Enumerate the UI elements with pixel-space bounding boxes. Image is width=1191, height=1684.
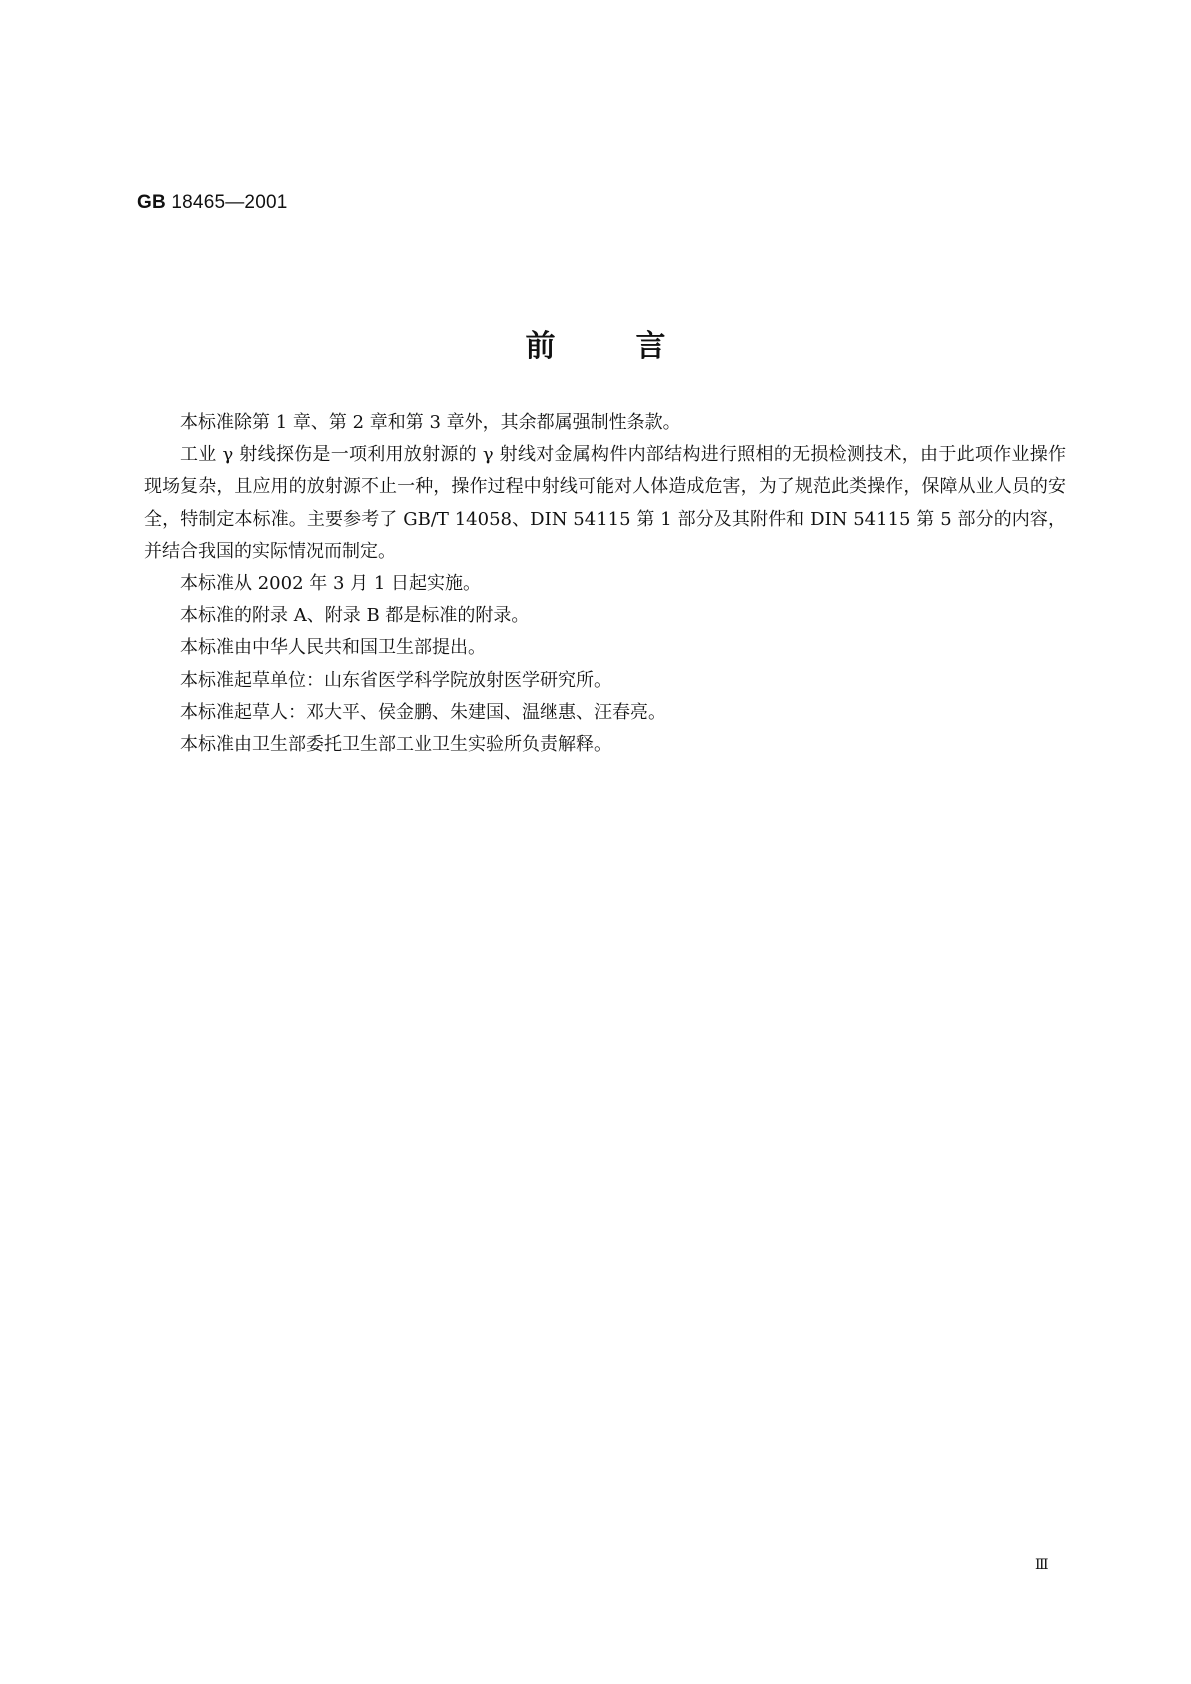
paragraph-proposer: 本标准由中华人民共和国卫生部提出。 — [180, 637, 486, 659]
paragraph-appendices: 本标准的附录 A、附录 B 都是标准的附录。 — [180, 605, 530, 627]
page-number: Ⅲ — [1035, 1558, 1049, 1573]
paragraph-interpretation: 本标准由卫生部委托卫生部工业卫生实验所负责解释。 — [180, 734, 612, 756]
standard-code-prefix: GB — [137, 192, 166, 213]
paragraph-effective-date: 本标准从 2002 年 3 月 1 日起实施。 — [180, 573, 482, 595]
page-title: 前言 — [525, 329, 746, 364]
paragraph-drafters: 本标准起草人：邓大平、侯金鹏、朱建国、温继惠、汪春亮。 — [180, 701, 666, 723]
standard-code-number: 18465—2001 — [171, 192, 288, 213]
standard-code — [137, 192, 288, 214]
foreword-body — [144, 407, 1066, 761]
paragraph-mandatory-clauses: 本标准除第 1 章、第 2 章和第 3 章外，其余都属强制性条款。 — [180, 412, 681, 433]
paragraph-drafting-unit: 本标准起草单位：山东省医学科学院放射医学研究所。 — [180, 669, 612, 691]
paragraph-background: 工业 γ 射线探伤是一项利用放射源的 γ 射线对金属构件内部结构进行照相的无损检测技术，由于此项作业操作现场复杂，且应用的放射源不止一种，操作过程中射线可能对人体造成危害，为了规范此类操作，保障从业人员的安全，特制定本标准。主要参考了 GB/T 14058、DIN 54115 第 1 部分及其附件和 DIN 54115 第 5 部分的内容，并结合我国的实际情况而制定。 — [144, 444, 1066, 562]
